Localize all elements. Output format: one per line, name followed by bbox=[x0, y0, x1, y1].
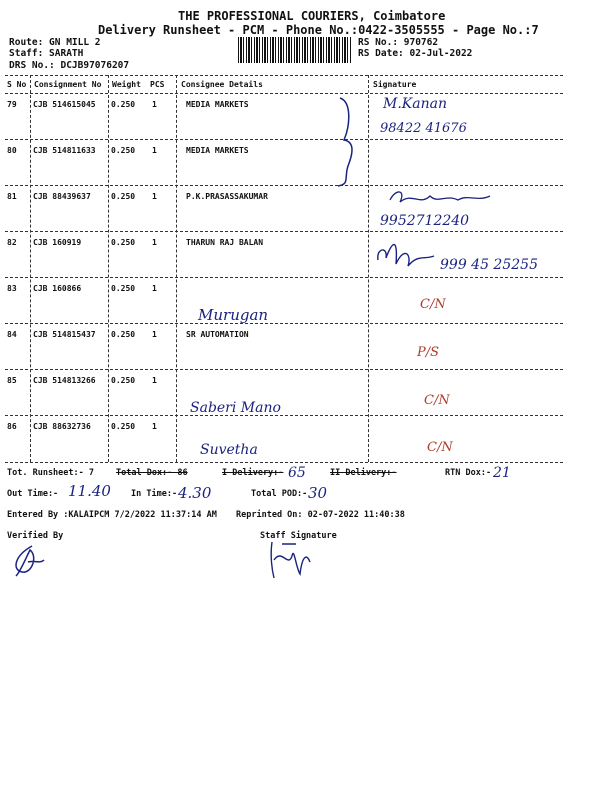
grouping-bracket bbox=[334, 96, 364, 188]
row-79-signature-phone: 98422 41676 bbox=[380, 121, 467, 136]
row-81-consignment: CJB 88439637 bbox=[33, 192, 91, 201]
row-82-weight: 0.250 bbox=[111, 238, 136, 247]
runsheet-subtitle: Delivery Runsheet - PCM - Phone No.:0422-3505555 - Page No.:7 bbox=[98, 23, 539, 37]
route-label: Route: GN MILL 2 bbox=[9, 37, 101, 48]
col-header-consignment: Consignment No bbox=[34, 80, 102, 89]
verified-by-label: Verified By bbox=[7, 531, 64, 541]
total-pod-value: 30 bbox=[308, 484, 328, 502]
row-85-sno: 85 bbox=[7, 376, 17, 385]
total-pod-label: Total POD:- bbox=[251, 489, 308, 499]
total-runsheet: Tot. Runsheet:- 7 bbox=[7, 468, 94, 478]
col-divider-2 bbox=[108, 75, 109, 462]
table-bottom-rule bbox=[5, 462, 563, 463]
row-82-signature-phone: 999 45 25255 bbox=[440, 257, 538, 273]
row-83-sno: 83 bbox=[7, 284, 17, 293]
row-85-status-mark: C/N bbox=[424, 393, 450, 408]
row-86-consignment: CJB 88632736 bbox=[33, 422, 91, 431]
col-header-consignee: Consignee Details bbox=[181, 80, 263, 89]
row-79-consignee: MEDIA MARKETS bbox=[186, 100, 249, 109]
col-divider-1 bbox=[30, 75, 31, 462]
row-84-consignee: SR AUTOMATION bbox=[186, 330, 249, 339]
row-83-receiver-name: Murugan bbox=[198, 306, 269, 324]
row-86-pcs: 1 bbox=[152, 422, 157, 431]
row-82-sno: 82 bbox=[7, 238, 17, 247]
row-83-pcs: 1 bbox=[152, 284, 157, 293]
ii-delivery-label: II Delivery:- bbox=[330, 468, 397, 478]
row-84-sno: 84 bbox=[7, 330, 17, 339]
col-header-pcs: PCS bbox=[150, 80, 165, 89]
barcode bbox=[238, 37, 352, 63]
row-81-weight: 0.250 bbox=[111, 192, 136, 201]
row-81-pcs: 1 bbox=[152, 192, 157, 201]
in-time-value: 4.30 bbox=[178, 484, 212, 502]
row-82-signature-scribble bbox=[372, 234, 442, 274]
row-82-pcs: 1 bbox=[152, 238, 157, 247]
i-delivery-value: 65 bbox=[288, 465, 306, 481]
row-81-rule bbox=[5, 231, 563, 232]
row-82-consignment: CJB 160919 bbox=[33, 238, 82, 247]
row-79-rule bbox=[5, 139, 563, 140]
row-83-weight: 0.250 bbox=[111, 284, 136, 293]
row-82-rule bbox=[5, 277, 563, 278]
row-86-sno: 86 bbox=[7, 422, 17, 431]
row-79-sno: 79 bbox=[7, 100, 17, 109]
row-84-rule bbox=[5, 369, 563, 370]
row-80-pcs: 1 bbox=[152, 146, 157, 155]
row-81-sno: 81 bbox=[7, 192, 17, 201]
row-86-status-mark: C/N bbox=[427, 440, 453, 455]
row-79-pcs: 1 bbox=[152, 100, 157, 109]
row-85-receiver-name: Saberi Mano bbox=[190, 400, 281, 416]
table-top-rule bbox=[5, 75, 563, 76]
col-divider-4 bbox=[368, 75, 369, 462]
row-81-signature-scribble bbox=[386, 186, 496, 212]
rs-number: RS No.: 970762 bbox=[358, 37, 439, 48]
row-86-receiver-name: Suvetha bbox=[200, 442, 258, 458]
total-dox: Total Dox:- 86 bbox=[116, 468, 188, 478]
row-85-consignment: CJB 514813266 bbox=[33, 376, 96, 385]
header-bottom-rule bbox=[5, 93, 563, 94]
row-81-consignee: P.K.PRASASSAKUMAR bbox=[186, 192, 268, 201]
drs-number: DRS No.: DCJB97076207 bbox=[9, 60, 130, 71]
row-79-weight: 0.250 bbox=[111, 100, 136, 109]
staff-label: Staff: SARATH bbox=[9, 48, 84, 59]
row-80-consignment: CJB 514811633 bbox=[33, 146, 96, 155]
row-84-consignment: CJB 514815437 bbox=[33, 330, 96, 339]
col-header-signature: Signature bbox=[373, 80, 417, 89]
i-delivery-label: I Delivery:- bbox=[222, 468, 284, 478]
row-79-signature-name: M.Kanan bbox=[383, 96, 447, 112]
out-time-value: 11.40 bbox=[68, 482, 111, 500]
row-84-pcs: 1 bbox=[152, 330, 157, 339]
in-time-label: In Time:- bbox=[131, 489, 178, 499]
row-83-status-mark: C/N bbox=[420, 297, 446, 312]
rtn-dox-value: 21 bbox=[493, 465, 511, 481]
col-header-weight: Weight bbox=[112, 80, 141, 89]
row-79-consignment: CJB 514615045 bbox=[33, 100, 96, 109]
staff-signature-mark bbox=[266, 538, 316, 582]
row-85-pcs: 1 bbox=[152, 376, 157, 385]
staff-signature-label: Staff Signature bbox=[260, 531, 337, 541]
row-81-signature-phone: 9952712240 bbox=[380, 213, 470, 229]
row-85-rule bbox=[5, 415, 563, 416]
row-84-weight: 0.250 bbox=[111, 330, 136, 339]
col-divider-3 bbox=[176, 75, 177, 462]
rs-date: RS Date: 02-Jul-2022 bbox=[358, 48, 473, 59]
row-80-weight: 0.250 bbox=[111, 146, 136, 155]
row-82-consignee: THARUN RAJ BALAN bbox=[186, 238, 264, 247]
row-83-consignment: CJB 160866 bbox=[33, 284, 82, 293]
row-86-weight: 0.250 bbox=[111, 422, 136, 431]
verifier-signature bbox=[8, 542, 48, 578]
entered-by: Entered By :KALAIPCM 7/2/2022 11:37:14 AM bbox=[7, 510, 217, 520]
row-84-status-mark: P/S bbox=[417, 345, 440, 360]
col-header-sno: S No bbox=[7, 80, 27, 89]
reprinted-on: Reprinted On: 02-07-2022 11:40:38 bbox=[236, 510, 405, 520]
company-title: THE PROFESSIONAL COURIERS, Coimbatore bbox=[178, 9, 446, 23]
rtn-dox-label: RTN Dox:- bbox=[445, 468, 492, 478]
out-time-label: Out Time:- bbox=[7, 489, 59, 499]
row-80-sno: 80 bbox=[7, 146, 17, 155]
row-85-weight: 0.250 bbox=[111, 376, 136, 385]
row-80-consignee: MEDIA MARKETS bbox=[186, 146, 249, 155]
row-83-rule bbox=[5, 323, 563, 324]
